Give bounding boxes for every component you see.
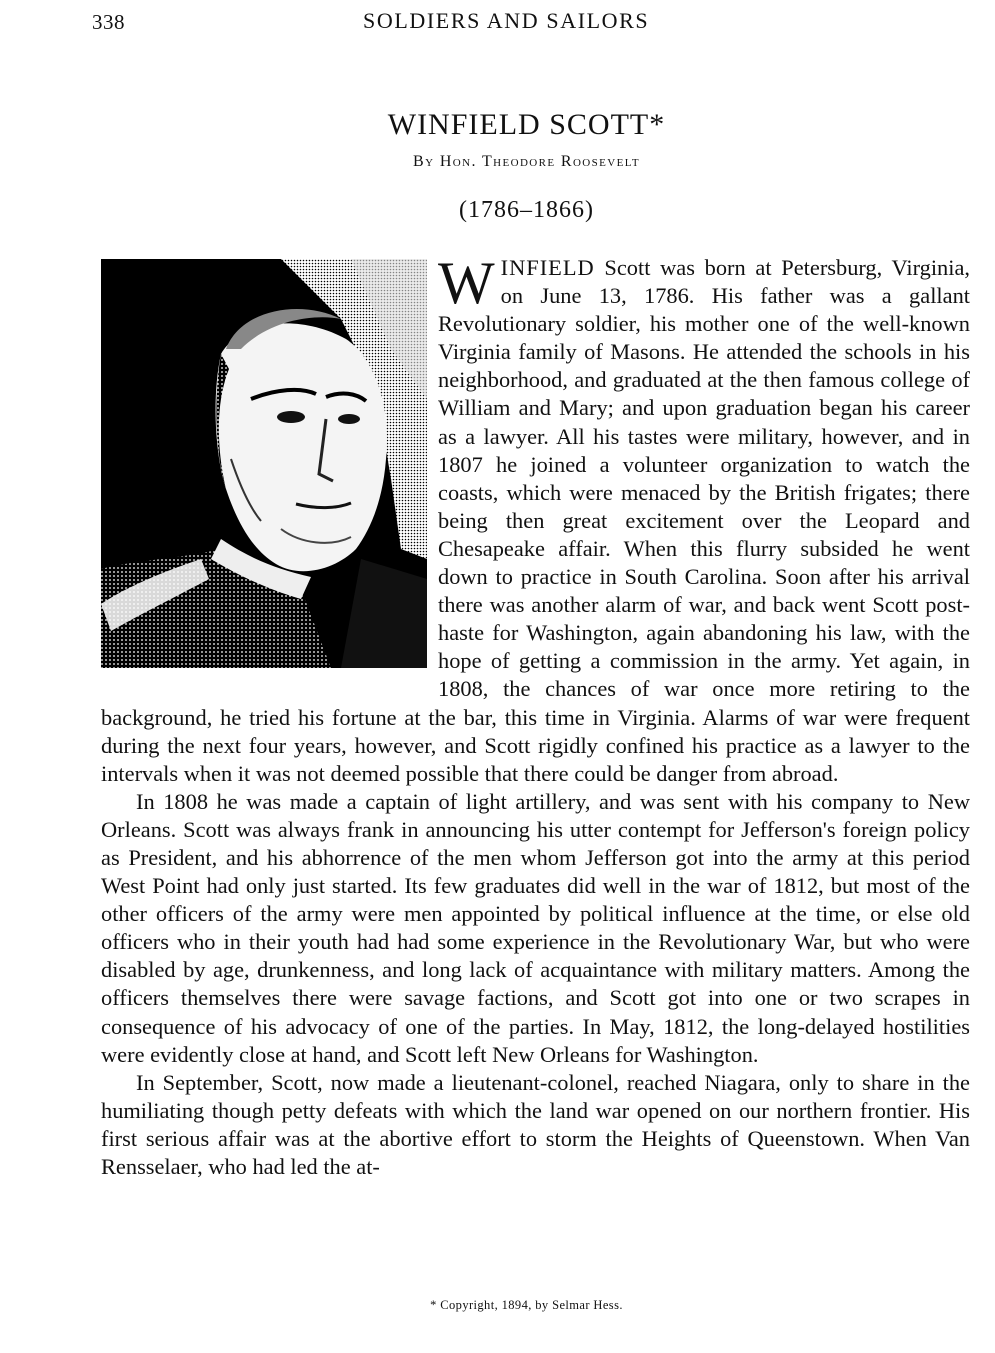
byline-text: By Hon. Theodore Roosevelt: [413, 153, 640, 170]
article-dates: (1786–1866): [459, 197, 594, 223]
paragraph-3: In September, Scott, now made a lieutenant-colonel, reached Niagara, only to share in the humiliating though petty defeats with which the land war opened on our northern frontier. His first serious affair was at the abortive effort to storm the Heights of Queenstown. When Van Rensselaer, who had led the at-: [101, 1069, 970, 1179]
running-head: SOLDIERS AND SAILORS: [363, 8, 650, 33]
article-title: WINFIELD SCOTT*: [387, 108, 666, 141]
page-header: [0, 6, 995, 36]
portrait-float-space: [101, 254, 438, 678]
paragraph-2: In 1808 he was made a captain of light artillery, and was sent with his company to New Orleans. Scott was always frank in announcing his utter contempt for Jefferson's foreign policy as President, and his abhorrence of the men whom Jefferson got into the army at this period West Point had only just started. Its few graduates did well in the war of 1812, but most of the other officers of the army were men appointed by political influence at the time, or else old officers who in their youth had had some experience in the Revolutionary War, but who were disabled by age, drunkenness, and long lack of acquaintance with military matters. Among the officers themselves there were savage factions, and Scott got into one or two scrapes in consequence of his advocacy of one of the parties. In May, 1812, the long-delayed hostilities were evidently close at hand, and Scott left New Orleans for Washington.: [101, 788, 970, 1067]
article-byline: [0, 153, 995, 171]
article-body: [101, 250, 970, 1181]
page-number: 338: [92, 10, 125, 34]
copyright-footnote: * Copyright, 1894, by Selmar Hess.: [430, 1298, 623, 1312]
small-caps-opening: INFIELD: [500, 255, 595, 280]
paragraph-1-text: Scott was born at Petersburg, Virginia, on June 13, 1786. His father was a gallant Revolutionary soldier, his mother one of the well-known Virginia family of Masons. He attended the schools in his neighborhood, and graduated at the then famous college of William and Mary; and upon graduation began his career as a lawyer. All his tastes were military, however, and in 1807 he joined a volunteer organization to watch the coasts, which were menaced by the British frigates; there being then great excitement over the Leopard and Chesapeake affair. When this flurry subsided he went down to practice in South Carolina. Soon after his arrival there was another alarm of war, and back went Scott post-haste for Washington, again abandoning his law, with the hope of getting a commission in the army. Yet again, in 1808, the chances of war once more retiring to the background, he tried his fortune at the bar, this time in Virginia. Alarms of war were frequent during the next four years, however, and Scott rigidly confined his practice as a lawyer to the intervals when it was not deemed possible that there could be danger from abroad.: [101, 255, 970, 786]
drop-cap: W: [438, 250, 495, 316]
